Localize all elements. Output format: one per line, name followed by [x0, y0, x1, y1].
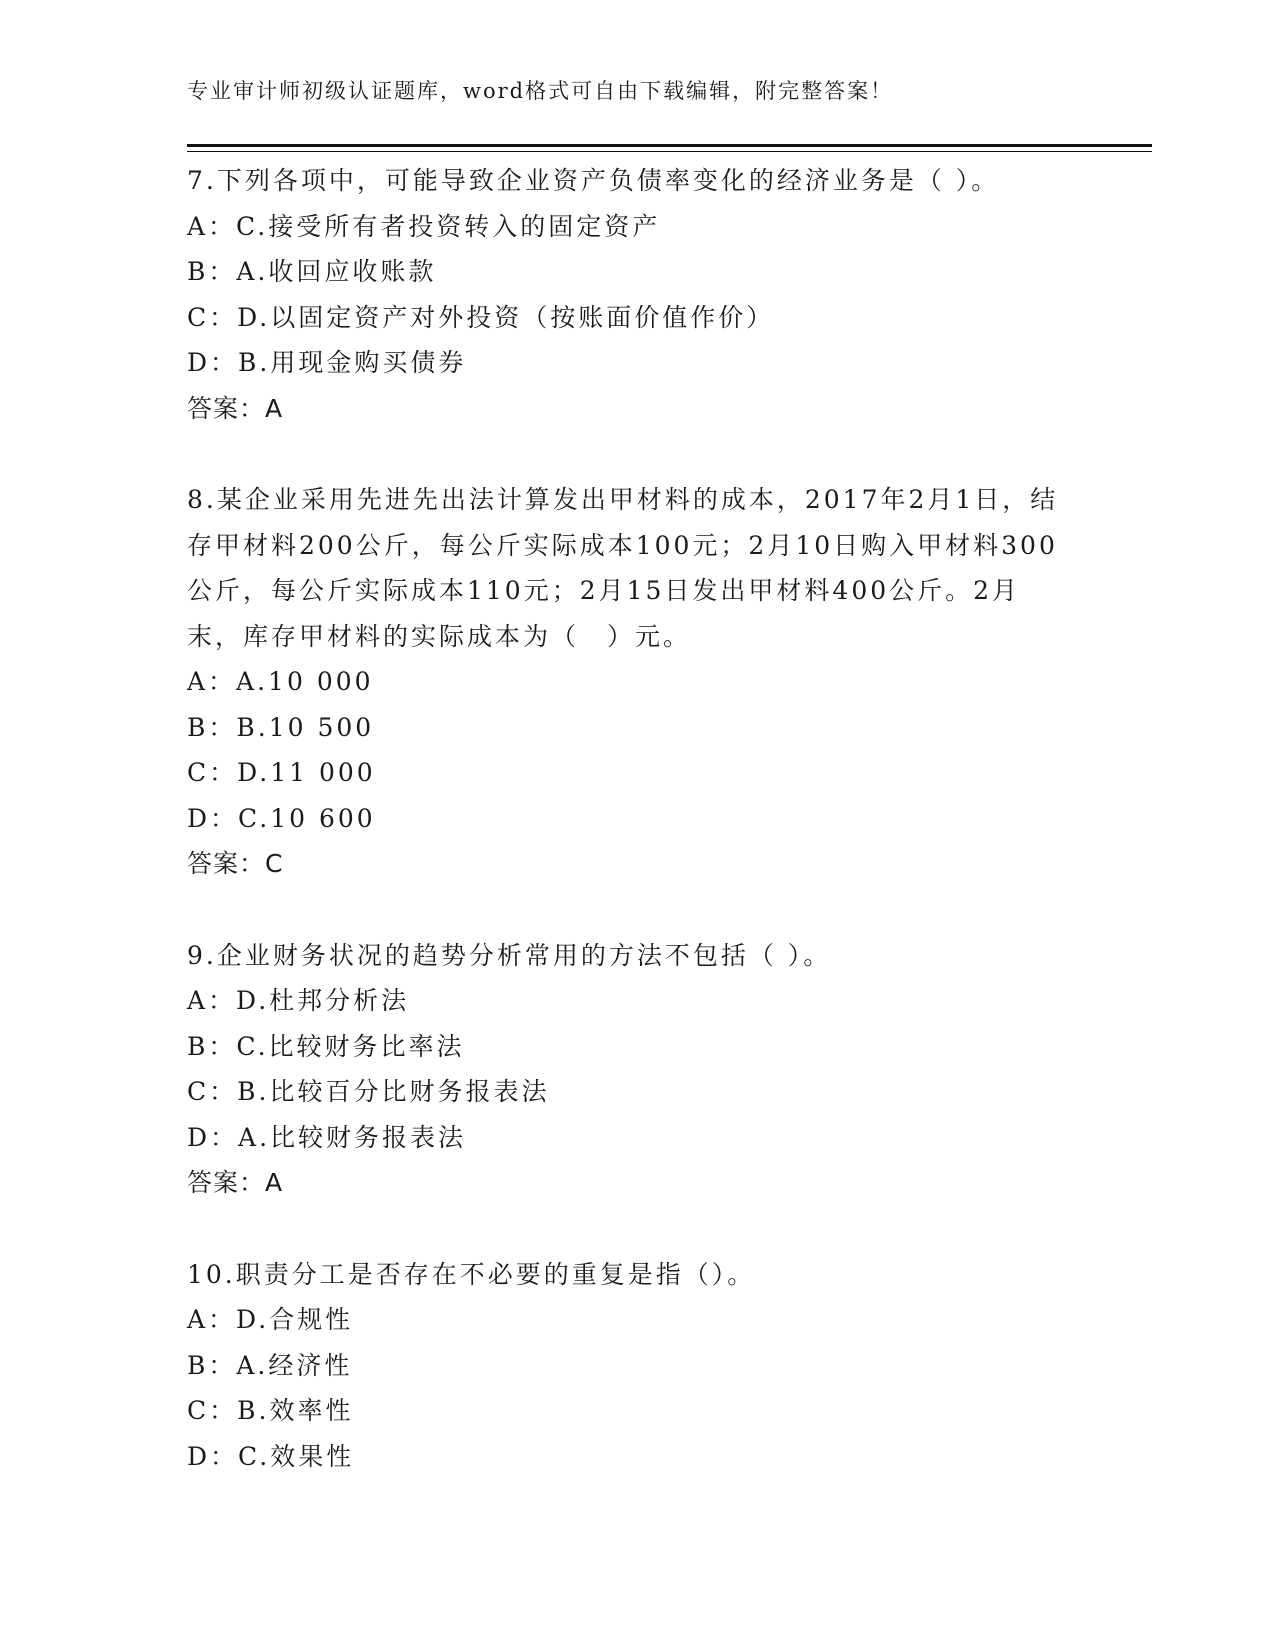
- question-list: [187, 158, 1087, 1479]
- option-a: A：C.接受所有者投资转入的固定资产: [187, 211, 661, 241]
- header-rule-thin: [187, 151, 1152, 152]
- question-stem: 10.职责分工是否存在不必要的重复是指（）。: [187, 1259, 756, 1289]
- option-b: B：A.收回应收账款: [187, 257, 437, 286]
- option-c: C：B.效率性: [187, 1396, 354, 1425]
- option-d: D：C.10 600: [187, 803, 376, 833]
- question-10: [187, 1252, 1087, 1480]
- question-7: [187, 158, 1087, 431]
- option-a: A：D.杜邦分析法: [187, 986, 410, 1015]
- option-b: B：C.比较财务比率法: [187, 1031, 465, 1061]
- option-b: B：A.经济性: [187, 1350, 353, 1380]
- question-9: [187, 933, 1087, 1206]
- question-8: [187, 477, 1087, 887]
- page-header: 专业审计师初级认证题库，word格式可自由下载编辑，附完整答案！: [187, 79, 894, 103]
- question-stem: 9.企业财务状况的趋势分析常用的方法不包括（ ）。: [187, 940, 832, 970]
- question-stem: 7.下列各项中，可能导致企业资产负债率变化的经济业务是（ ）。: [187, 166, 1000, 195]
- option-c: C：D.11 000: [187, 758, 376, 787]
- option-d: D：C.效果性: [187, 1441, 355, 1471]
- answer-line: 答案：C: [187, 849, 284, 878]
- header-rule-thick: [187, 144, 1152, 147]
- option-c: C：B.比较百分比财务报表法: [187, 1077, 550, 1106]
- option-a: A：D.合规性: [187, 1305, 354, 1334]
- question-stem: 8.某企业采用先进先出法计算发出甲材料的成本，2017年2月1日，结存甲材料200公斤，每公斤实际成本100元；2月10日购入甲材料300公斤，每公斤实际成本110元；2月15日发出甲材料400公斤。2月末，库存甲材料的实际成本为（ ）元。: [187, 485, 1059, 651]
- answer-line: 答案：A: [187, 1168, 284, 1197]
- option-d: D：B.用现金购买债券: [187, 348, 467, 377]
- answer-line: 答案：A: [187, 393, 284, 423]
- option-b: B：B.10 500: [187, 712, 375, 742]
- option-d: D：A.比较财务报表法: [187, 1122, 467, 1152]
- option-c: C：D.以固定资产对外投资（按账面价值作价）: [187, 302, 775, 332]
- option-a: A：A.10 000: [187, 667, 374, 696]
